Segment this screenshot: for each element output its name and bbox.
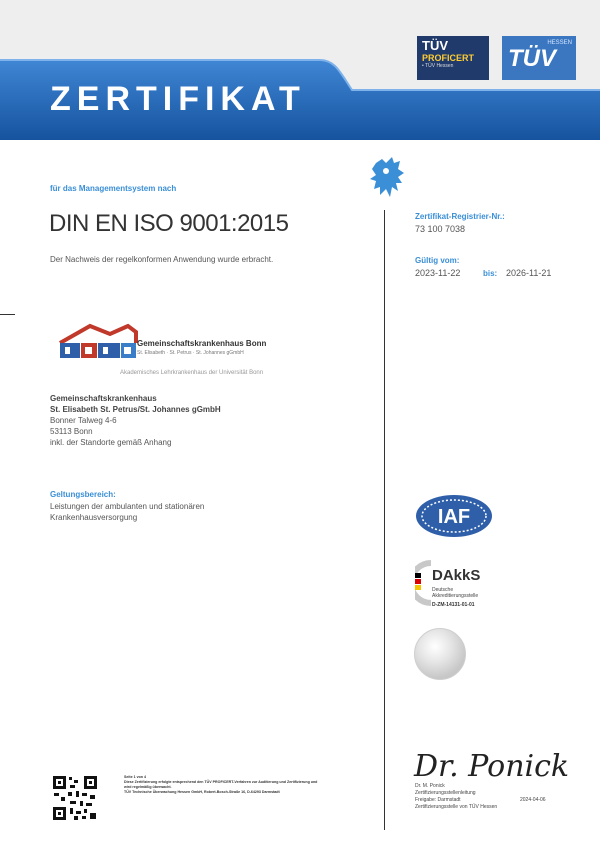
certification-body: Zertifizierungsstelle von TÜV Hessen [415,804,498,810]
address-line-1: Gemeinschaftskrankenhaus [50,394,157,403]
qr-code-icon[interactable] [52,775,98,821]
dakks-subtitle [432,587,478,599]
iaf-text: IAF [437,506,471,528]
valid-to-label: bis: [483,269,498,278]
dakks-line-1: Deutsche [432,587,454,593]
scope-line-1: Leistungen der ambulanten und stationären [50,502,205,511]
hessen-lion-icon [368,155,408,201]
valid-from: 2023-11-22 [415,268,461,278]
tuv-mark: TÜV [508,45,556,72]
tuv-proficert-logo [417,36,489,80]
signature-script: Dr. Ponick [414,749,570,784]
scope-label: Geltungsbereich: [50,490,116,499]
dakks-number: D-ZM-14131-01-01 [432,602,475,608]
address-street: Bonner Talweg 4-6 [50,416,117,425]
valid-to: 2026-11-21 [506,268,552,278]
management-system-label: für das Managementsystem nach [50,184,177,193]
footer-legal-text [124,775,324,795]
dakks-line-2: Akkreditierungsstelle [432,593,479,599]
tuv-hessen-logo [502,36,576,80]
proof-statement: Der Nachweis der regelkonformen Anwendung wurde erbracht. [50,255,274,264]
signatory-block [415,783,497,811]
iaf-logo [415,494,493,538]
hospital-tagline: Akademisches Lehrkrankenhaus der Universität Bonn [120,370,264,376]
registry-number: 73 100 7038 [415,224,466,234]
signatory-role: Zertifizierungsstellenleitung [415,790,476,796]
hessen-text: HESSEN [547,40,572,46]
dakks-name: DAkkS [432,567,481,584]
address-note: inkl. der Standorte gemäß Anhang [50,438,172,447]
scope-text [50,501,310,523]
certificate-title: ZERTIFIKAT [50,80,306,118]
vertical-divider [384,210,385,830]
certificate-holder-address [50,393,221,448]
footer-company-line: TÜV Technische Überwachung Hessen GmbH, Robert-Bosch-Straße 16, D-64293 Darmstadt [124,790,280,795]
page-number: Seite 1 von 4 [124,775,146,779]
hospital-name: Gemeinschaftskrankenhaus Bonn [137,339,267,348]
valid-label: Gültig vom: [415,256,460,265]
address-city: 53113 Bonn [50,427,93,436]
scope-line-2: Krankenhausversorgung [50,513,138,522]
signatory-name: Dr. M. Ponick [415,783,445,789]
norm-title: DIN EN ISO 9001:2015 [49,210,289,237]
release-date: 2024-04-06 [520,797,546,803]
tuv-hessen-small-text: • TÜV Hessen [422,63,454,69]
address-line-2: St. Elisabeth St. Petrus/St. Johannes gGmbH [50,405,221,414]
footer-legal-line: Diese Zertifizierung erfolgte entsprechend den TÜV PROFICERT-Verfahren zur Auditierung und Zertifizierung und wird regelmäßig überwacht. [124,780,318,790]
hospital-logo [50,318,300,378]
signature-image [412,738,582,788]
fold-mark [0,314,15,315]
hologram-seal-icon [414,628,466,680]
tuv-logo-text: TÜV [422,38,448,53]
hospital-subtitle: St. Elisabeth · St. Petrus · St. Johannes gGmbH [137,350,244,356]
registry-label: Zertifikat-Registrier-Nr.: [415,212,505,221]
proficert-text: PROFICERT [422,53,475,63]
release-place: Freigabe: Darmstadt [415,797,461,803]
